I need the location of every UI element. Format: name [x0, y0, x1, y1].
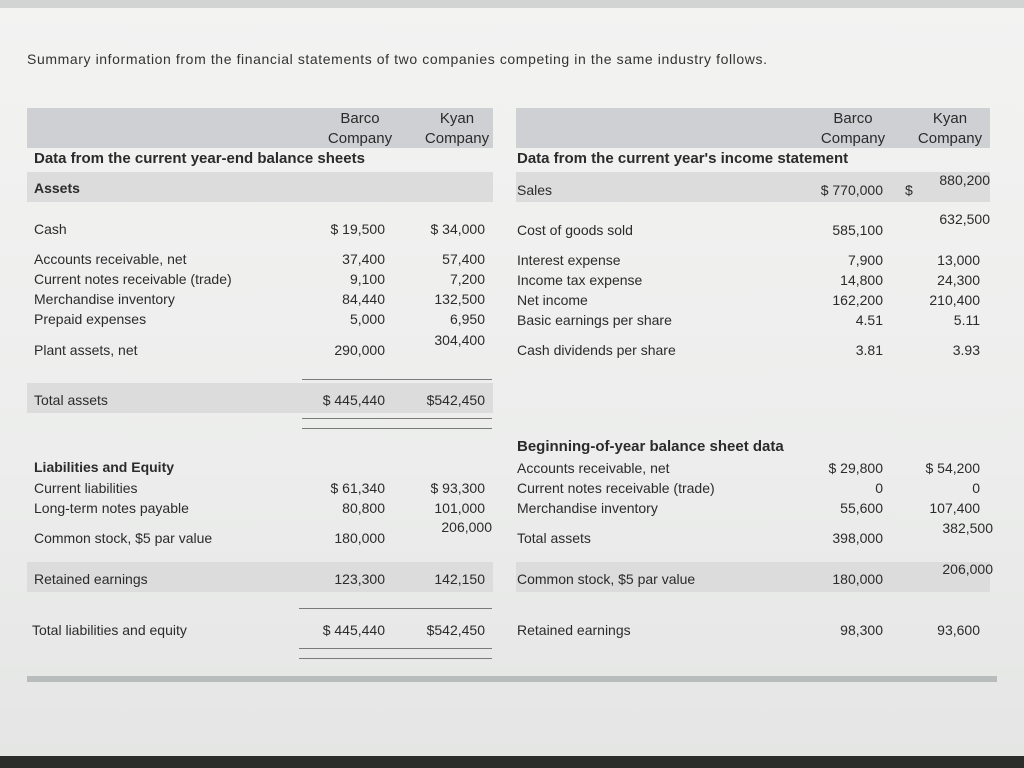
liab-heading: Liabilities and Equity — [34, 459, 175, 475]
row-label: Retained earnings — [517, 622, 631, 638]
cell-barco: 123,300 — [334, 571, 385, 587]
cell-kyan: 132,500 — [434, 291, 485, 307]
row-label: Total assets — [517, 530, 591, 546]
cell-kyan: 93,600 — [937, 622, 980, 638]
cell-kyan: 206,000 — [942, 561, 993, 577]
total-assets-barco: $ 445,440 — [322, 392, 385, 408]
col-header-line: Barco — [340, 110, 380, 127]
cell-barco: 3.81 — [855, 342, 883, 358]
cell-kyan: 6,950 — [449, 311, 485, 327]
row-label: Sales — [517, 182, 553, 198]
cell-barco: 0 — [875, 480, 883, 496]
row-label: Current notes receivable (trade) — [34, 271, 232, 287]
cell-barco: 7,900 — [847, 252, 883, 268]
cell-kyan: $ 93,300 — [430, 480, 485, 496]
cell-kyan: 304,400 — [434, 332, 485, 348]
left-col-header-kyan — [407, 109, 507, 149]
cell-kyan: 382,500 — [942, 520, 993, 536]
cell-barco: 9,100 — [349, 271, 385, 287]
row-label: Basic earnings per share — [517, 312, 672, 328]
row-label: Interest expense — [517, 252, 621, 268]
row-stripe — [27, 172, 493, 202]
col-header-line: Kyan — [439, 110, 475, 127]
cell-kyan: 206,000 — [441, 519, 492, 535]
cell-kyan: 210,400 — [929, 292, 980, 308]
total-liab-label: Total liabilities and equity — [32, 622, 187, 638]
cell-barco: 398,000 — [832, 530, 883, 546]
cell-kyan: 57,400 — [442, 251, 485, 267]
row-label: Cash — [34, 221, 67, 237]
cell-kyan: 7,200 — [449, 271, 485, 287]
col-header-line: Company — [327, 130, 393, 147]
row-label: Merchandise inventory — [517, 500, 658, 516]
row-label: Long-term notes payable — [34, 500, 189, 516]
top-bar — [0, 0, 1024, 8]
row-label: Net income — [517, 292, 588, 308]
cell-kyan: 142,150 — [434, 571, 485, 587]
boy-title: Beginning-of-year balance sheet data — [517, 438, 784, 455]
cell-barco: 162,200 — [832, 292, 883, 308]
col-header-line: Kyan — [932, 110, 968, 127]
cell-kyan: 13,000 — [937, 252, 980, 268]
cell-barco: 180,000 — [334, 530, 385, 546]
cell-barco: 585,100 — [832, 222, 883, 238]
row-label: Cost of goods sold — [517, 222, 633, 238]
cell-barco: $ 61,340 — [330, 480, 385, 496]
cell-barco: 98,300 — [840, 622, 883, 638]
total-assets-label: Total assets — [34, 392, 108, 408]
cell-kyan-symbol: $ — [905, 182, 913, 198]
cell-kyan: 3.93 — [952, 342, 980, 358]
right-col-header-kyan — [900, 109, 1000, 149]
row-label: Accounts receivable, net — [34, 251, 187, 267]
col-header-line: Company — [917, 130, 983, 147]
row-label: Common stock, $5 par value — [517, 571, 696, 587]
double-rule — [299, 658, 492, 659]
row-label: Income tax expense — [517, 272, 643, 288]
footer-band — [27, 676, 997, 682]
cell-barco: $ 29,800 — [828, 460, 883, 476]
cell-kyan: 5.11 — [953, 312, 980, 328]
cell-kyan: 24,300 — [937, 272, 980, 288]
col-header-line: Barco — [833, 110, 873, 127]
left-col-header-barco — [310, 109, 410, 149]
cell-barco: 180,000 — [832, 571, 883, 587]
row-label: Plant assets, net — [34, 342, 138, 358]
row-label: Retained earnings — [34, 571, 148, 587]
cell-kyan: 101,000 — [434, 500, 485, 516]
row-label: Current liabilities — [34, 480, 138, 496]
total-liab-barco: $ 445,440 — [322, 622, 385, 638]
double-rule — [299, 648, 492, 649]
double-rule — [302, 428, 492, 429]
col-header-line: Company — [424, 130, 490, 147]
total-assets-kyan: $542,450 — [426, 392, 485, 408]
bottom-bar — [0, 756, 1024, 768]
cell-barco: $ 770,000 — [820, 182, 883, 198]
cell-barco: $ 19,500 — [330, 221, 385, 237]
subtotal-rule — [302, 379, 492, 380]
cell-barco: 5,000 — [349, 311, 385, 327]
left-section-title: Data from the current year-end balance sheets — [34, 150, 365, 167]
double-rule — [302, 418, 492, 419]
cell-kyan: 632,500 — [939, 211, 990, 227]
cell-barco: 14,800 — [840, 272, 883, 288]
row-label: Common stock, $5 par value — [34, 530, 213, 546]
cell-barco: 290,000 — [334, 342, 385, 358]
right-col-header-barco — [803, 109, 903, 149]
col-header-line: Company — [820, 130, 886, 147]
cell-barco: 37,400 — [342, 251, 385, 267]
cell-kyan: 0 — [972, 480, 980, 496]
cell-barco: 4.51 — [855, 312, 883, 328]
cell-barco: 80,800 — [342, 500, 385, 516]
row-label: Prepaid expenses — [34, 311, 147, 327]
cell-kyan: $ 54,200 — [925, 460, 980, 476]
row-label: Accounts receivable, net — [517, 460, 670, 476]
cell-kyan: 880,200 — [939, 172, 990, 188]
cell-barco: 55,600 — [840, 500, 883, 516]
cell-barco: 84,440 — [342, 291, 385, 307]
cell-kyan: 107,400 — [929, 500, 980, 516]
assets-heading: Assets — [34, 180, 80, 196]
row-label: Merchandise inventory — [34, 291, 175, 307]
total-liab-kyan: $542,450 — [426, 622, 485, 638]
right-section-title: Data from the current year's income statement — [517, 150, 849, 167]
intro-text: Summary information from the financial statements of two companies competing in the same industry follows. — [27, 51, 768, 67]
subtotal-rule — [299, 608, 492, 609]
cell-kyan: $ 34,000 — [430, 221, 485, 237]
row-label: Current notes receivable (trade) — [517, 480, 715, 496]
row-label: Cash dividends per share — [517, 342, 676, 358]
